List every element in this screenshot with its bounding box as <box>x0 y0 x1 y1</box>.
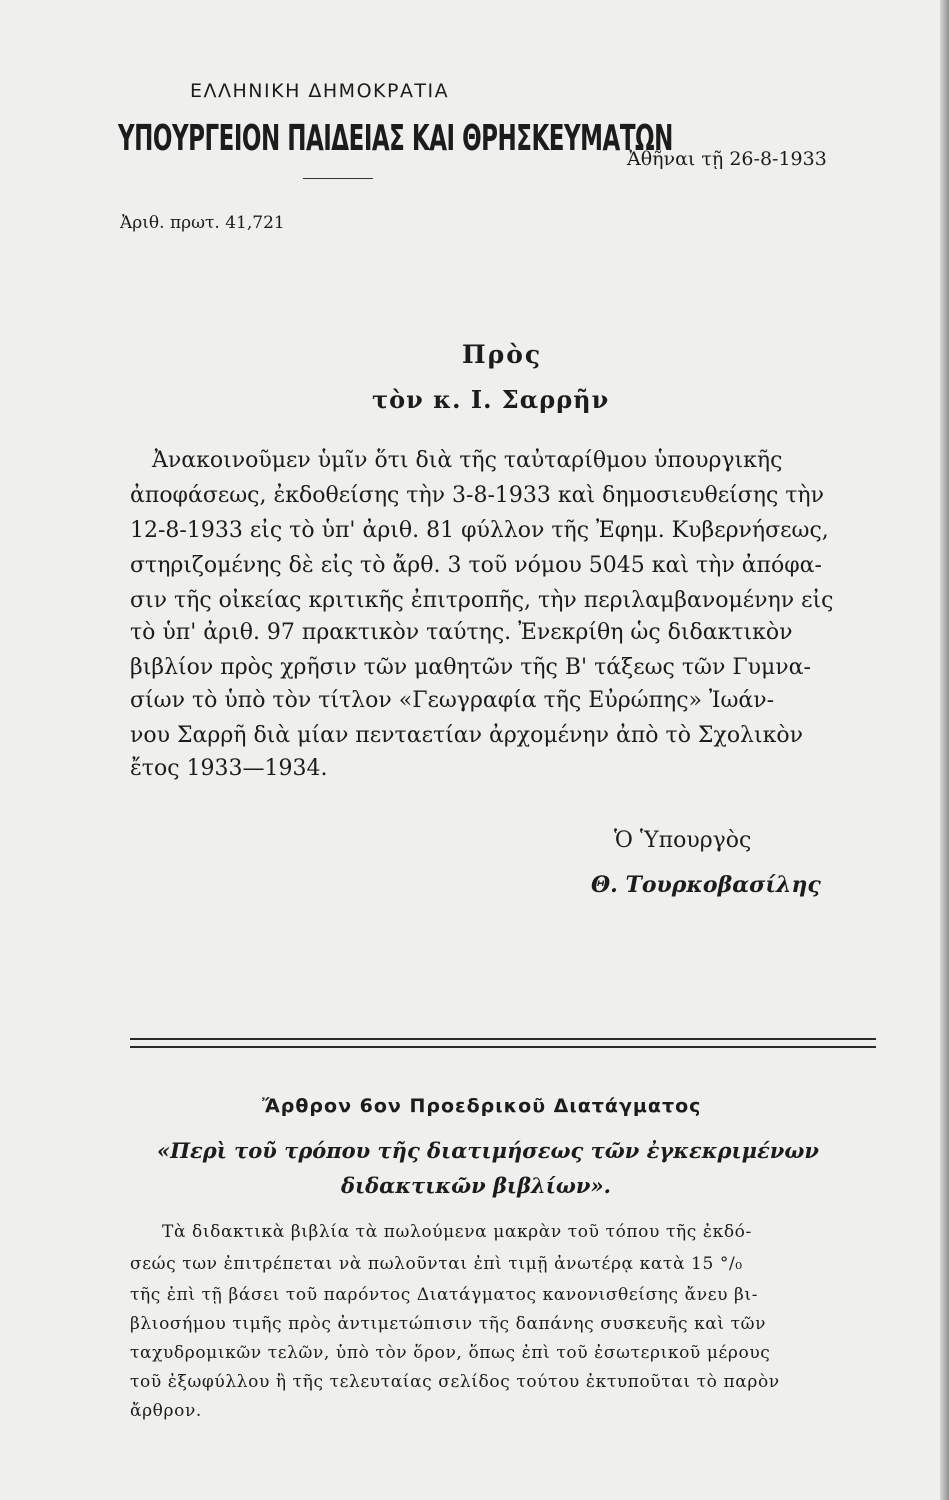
body-line: ἔτος 1933—1934. <box>130 756 328 781</box>
article-line: τῆς ἐπὶ τῇ βάσει τοῦ παρόντος Διατάγματος κανονισθείσης ἄνευ βι- <box>130 1285 759 1305</box>
recipient-to: Πρὸς <box>462 340 543 369</box>
article-subtitle: διδακτικῶν βιβλίων». <box>341 1173 611 1198</box>
section-divider-top <box>130 1038 876 1040</box>
body-line: 12-8-1933 εἰς τὸ ὑπ' ἀριθ. 81 φύλλον τῆς Ἐφημ. Κυβερνήσεως, <box>130 518 829 543</box>
body-line: σίων τὸ ὑπὸ τὸν τίτλον «Γεωγραφία τῆς Εὐρώπης» Ἰωάν- <box>130 688 775 713</box>
signature-title: Ὁ Ὑπουργὸς <box>614 828 752 853</box>
signature-name: Θ. Τουρκοβασίλης <box>591 872 821 898</box>
body-line: Ἀνακοινοῦμεν ὑμῖν ὅτι διὰ τῆς ταὐταρίθμου ὑπουργικῆς <box>152 448 783 473</box>
body-line: νου Σαρρῆ διὰ μίαν πενταετίαν ἀρχομένην ἀπὸ τὸ Σχολικὸν <box>130 723 803 748</box>
body-line: σιν τῆς οἰκείας κριτικῆς ἐπιτροπῆς, τὴν περιλαμβανομένην εἰς <box>130 588 834 613</box>
article-title: Ἄρθρον 6ον Προεδρικοῦ Διατάγματος <box>262 1095 702 1117</box>
article-line: βλιοσήμου τιμῆς πρὸς ἀντιμετώπισιν τῆς δαπάνης συσκευῆς καὶ τῶν <box>130 1314 767 1334</box>
header-divider <box>303 178 373 179</box>
article-line: Τὰ διδακτικὰ βιβλία τὰ πωλούμενα μακρὰν τοῦ τόπου τῆς ἐκδό- <box>162 1222 752 1242</box>
letter-date: Ἀθῆναι τῇ 26-8-1933 <box>627 148 827 170</box>
article-line: τοῦ ἐξωφύλλου ἢ τῆς τελευταίας σελίδος τούτου ἐκτυποῦται τὸ παρὸν <box>130 1372 780 1392</box>
recipient-name: τὸν κ. Ι. Σαρρῆν <box>372 385 610 414</box>
article-line: ἄρθρον. <box>130 1401 202 1421</box>
republic-heading: ΕΛΛΗΝΙΚΗ ΔΗΜΟΚΡΑΤΙΑ <box>190 80 450 102</box>
article-line: σεώς των ἐπιτρέπεται νὰ πωλοῦνται ἐπὶ τιμῇ ἀνωτέρᾳ κατὰ 15 °/₀ <box>130 1254 743 1274</box>
protocol-number: Ἀριθ. πρωτ. 41,721 <box>120 213 285 233</box>
section-divider-bottom <box>130 1046 876 1048</box>
page-edge-shadow <box>940 0 949 1500</box>
body-line: τὸ ὑπ' ἀριθ. 97 πρακτικὸν ταύτης. Ἐνεκρίθη ὡς διδακτικὸν <box>130 620 793 645</box>
body-line: βιβλίον πρὸς χρῆσιν τῶν μαθητῶν τῆς Β' τάξεως τῶν Γυμνα- <box>130 655 811 680</box>
ministry-heading: ΥΠΟΥΡΓΕΙΟΝ ΠΑΙΔΕΙΑΣ ΚΑΙ ΘΡΗΣΚΕΥΜΑΤΩΝ <box>118 119 673 160</box>
body-line: στηριζομένης δὲ εἰς τὸ ἄρθ. 3 τοῦ νόμου 5045 καὶ τὴν ἀπόφα- <box>130 553 822 578</box>
article-subtitle: «Περὶ τοῦ τρόπου τῆς διατιμήσεως τῶν ἐγκεκριμένων <box>157 1138 819 1163</box>
article-line: ταχυδρομικῶν τελῶν, ὑπὸ τὸν ὅρον, ὅπως ἐπὶ τοῦ ἐσωτερικοῦ μέρους <box>130 1343 771 1363</box>
body-line: ἀποφάσεως, ἐκδοθείσης τὴν 3-8-1933 καὶ δημοσιευθείσης τὴν <box>130 483 824 508</box>
